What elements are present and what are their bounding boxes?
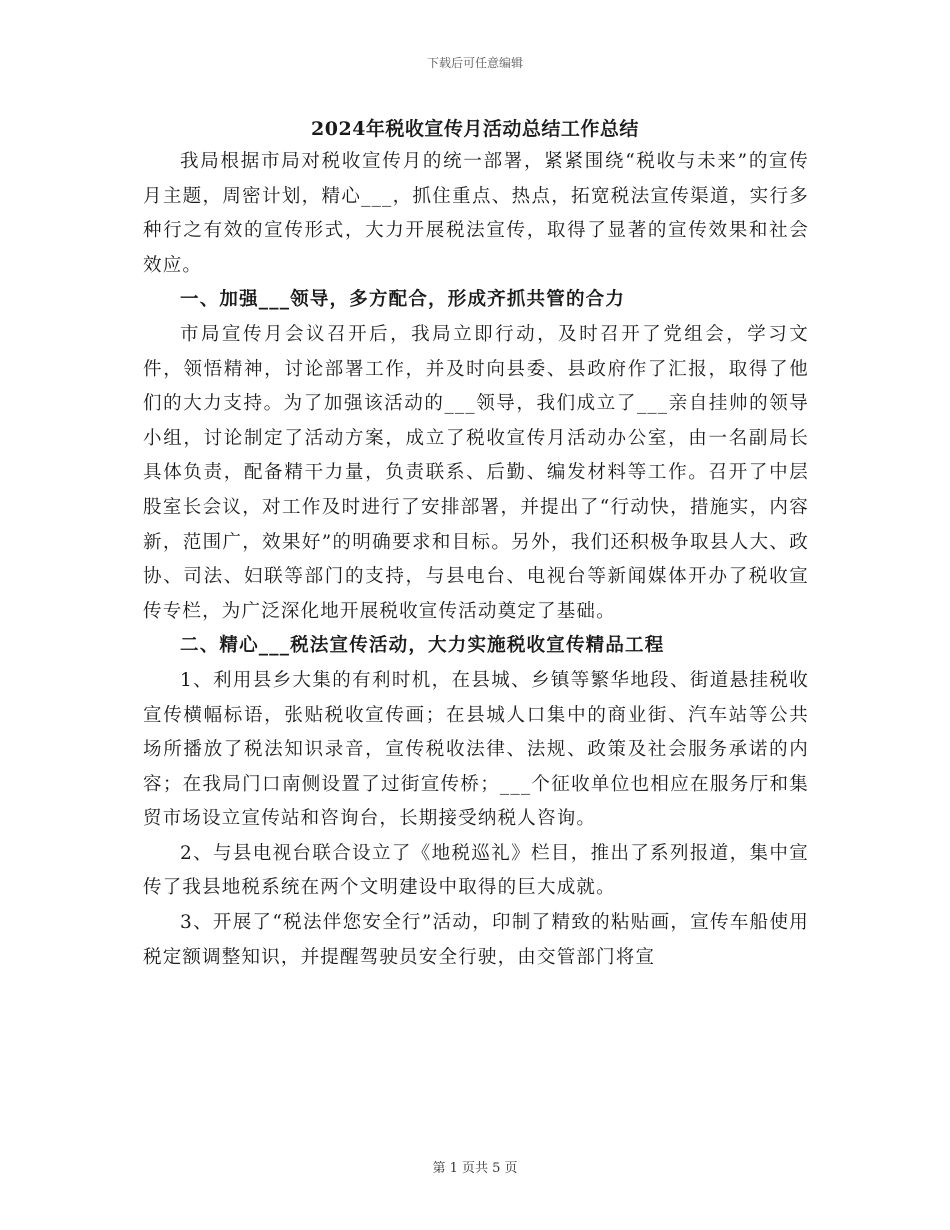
document-body (143, 145, 809, 975)
download-note: 下载后可任意编辑 (426, 56, 523, 70)
list-item-2: 2、与县电视台联合设立了《地税巡礼》栏目，推出了系列报道，集中宣传了我县地税系统在两个文明建设中取得的巨大成就。 (143, 842, 809, 899)
list-item-1: 1、利用县乡大集的有利时机，在县城、乡镇等繁华地段、街道悬挂税收宣传横幅标语，张贴税收宣传画；在县城人口集中的商业街、汽车站等公共场所播放了税法知识录音，宣传税收法律、法规、政策及社会服务承诺的内容；在我局门口南侧设置了过街宣传桥；___个征收单位也相应在服务厅和集贸市场设立宣传站和咨询台，长期接受纳税人咨询。 (143, 669, 809, 830)
section-heading-1: 一、加强___领导，多方配合，形成齐抓共管的合力 (180, 289, 626, 311)
intro-paragraph: 我局根据市局对税收宣传月的统一部署，紧紧围绕“税收与未来”的宣传月主题，周密计划，精心___，抓住重点、热点，拓宽税法宣传渠道，实行多种行之有效的宣传形式，大力开展税法宣传，取得了显著的宣传效果和社会效应。 (143, 151, 809, 276)
section-1-paragraph: 市局宣传月会议召开后，我局立即行动，及时召开了党组会，学习文件，领悟精神，讨论部署工作，并及时向县委、县政府作了汇报，取得了他们的大力支持。为了加强该活动的___领导，我们成立了___亲自挂帅的领导小组，讨论制定了活动方案，成立了税收宣传月活动办公室，由一名副局长具体负责，配备精干力量，负责联系、后勤、编发材料等工作。召开了中层股室长会议，对工作及时进行了安排部署，并提出了“行动快，措施实，内容新，范围广，效果好”的明确要求和目标。另外，我们还积极争取县人大、政协、司法、妇联等部门的支持，与县电台、电视台等新闻媒体开办了税收宣传专栏，为广泛深化地开展税收宣传活动奠定了基础。 (143, 323, 809, 622)
list-item-3: 3、开展了“税法伴您安全行”活动，印制了精致的粘贴画，宣传车船使用税定额调整知识，并提醒驾驶员安全行驶，由交管部门将宣 (143, 912, 809, 968)
section-heading-2: 二、精心___税法宣传活动，大力实施税收宣传精品工程 (180, 635, 665, 657)
page-number: 第 1 页共 5 页 (432, 1161, 518, 1176)
document-title: 2024年税收宣传月活动总结工作总结 (311, 118, 639, 140)
